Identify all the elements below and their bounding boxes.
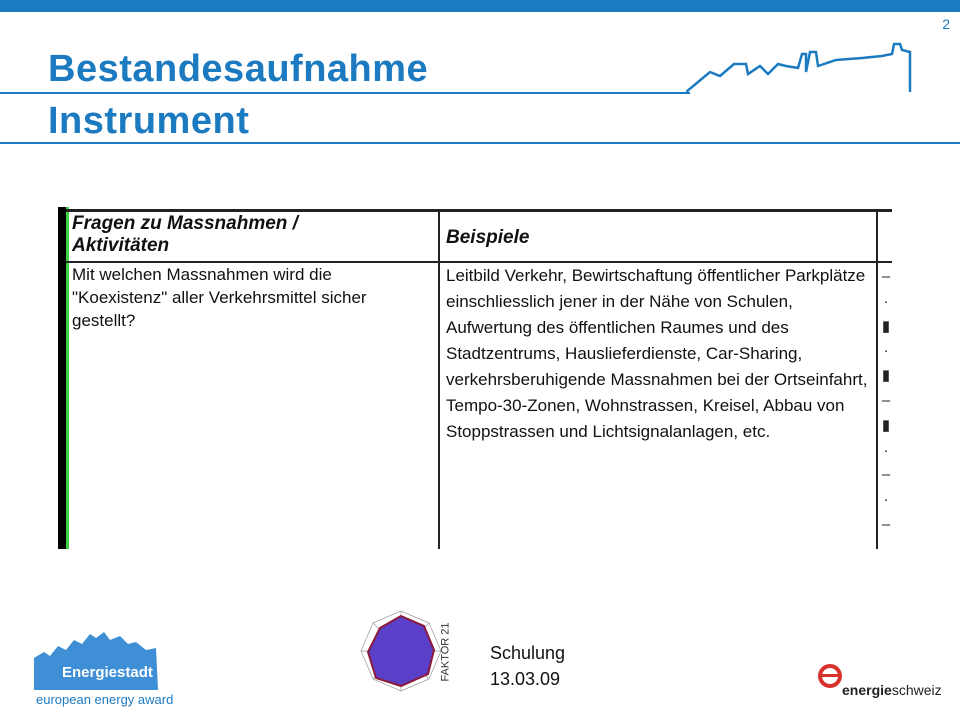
title-divider-2	[0, 142, 960, 144]
schulung-date: 13.03.09	[490, 669, 561, 689]
table-top-border	[66, 209, 892, 212]
faktor-21-label: FAKTOR 21	[439, 622, 452, 682]
table-header-examples: Beispiele	[446, 227, 530, 248]
energieschweiz-logo-icon	[818, 664, 842, 688]
top-accent-bar	[0, 0, 960, 12]
city-skyline-icon	[686, 30, 916, 94]
table-cell-question: Mit welchen Massnahmen wird die "Koexistenz" aller Verkehrsmittel sicher gestellt?	[72, 265, 367, 330]
energiestadt-logo-icon	[30, 628, 162, 692]
energiestadt-label: Energiestadt	[62, 664, 153, 681]
schulung-label: Schulung	[490, 643, 566, 663]
table-header-questions: Fragen zu Massnahmen / Aktivitäten	[72, 213, 298, 256]
table-cell-examples: Leitbild Verkehr, Bewirtschaftung öffentlicher Parkplätze einschliesslich jener in der Nähe von Schulen, Aufwertung des öffentlichen Raumes und des Stadtzentrums, Hauslieferdienste, Car-Sharing, verkehrsberuhigende Massnahmen bei der Ortseinfahrt, Tempo-30-Zonen, Wohnstrassen, Kreisel, Abbau von Stoppstrassen und Lichtsignalanlagen, etc.	[446, 266, 868, 441]
title-divider-1	[0, 92, 690, 94]
scanned-table	[58, 207, 892, 549]
slide-title-line2: Instrument	[48, 100, 250, 142]
page-number: 2	[942, 16, 950, 32]
table-column-divider	[438, 209, 440, 549]
energieschweiz-wordmark: energieschweiz	[842, 682, 942, 698]
table-cutoff-column: – · ▮ · ▮ – ▮ · – · –	[881, 268, 891, 533]
schulung-info	[490, 640, 565, 692]
radar-chart-icon	[358, 608, 444, 694]
table-left-bar	[58, 207, 66, 549]
slide-title-line1: Bestandesaufnahme	[48, 48, 429, 90]
european-energy-award-label: european energy award	[36, 692, 174, 707]
table-right-border	[876, 209, 878, 549]
